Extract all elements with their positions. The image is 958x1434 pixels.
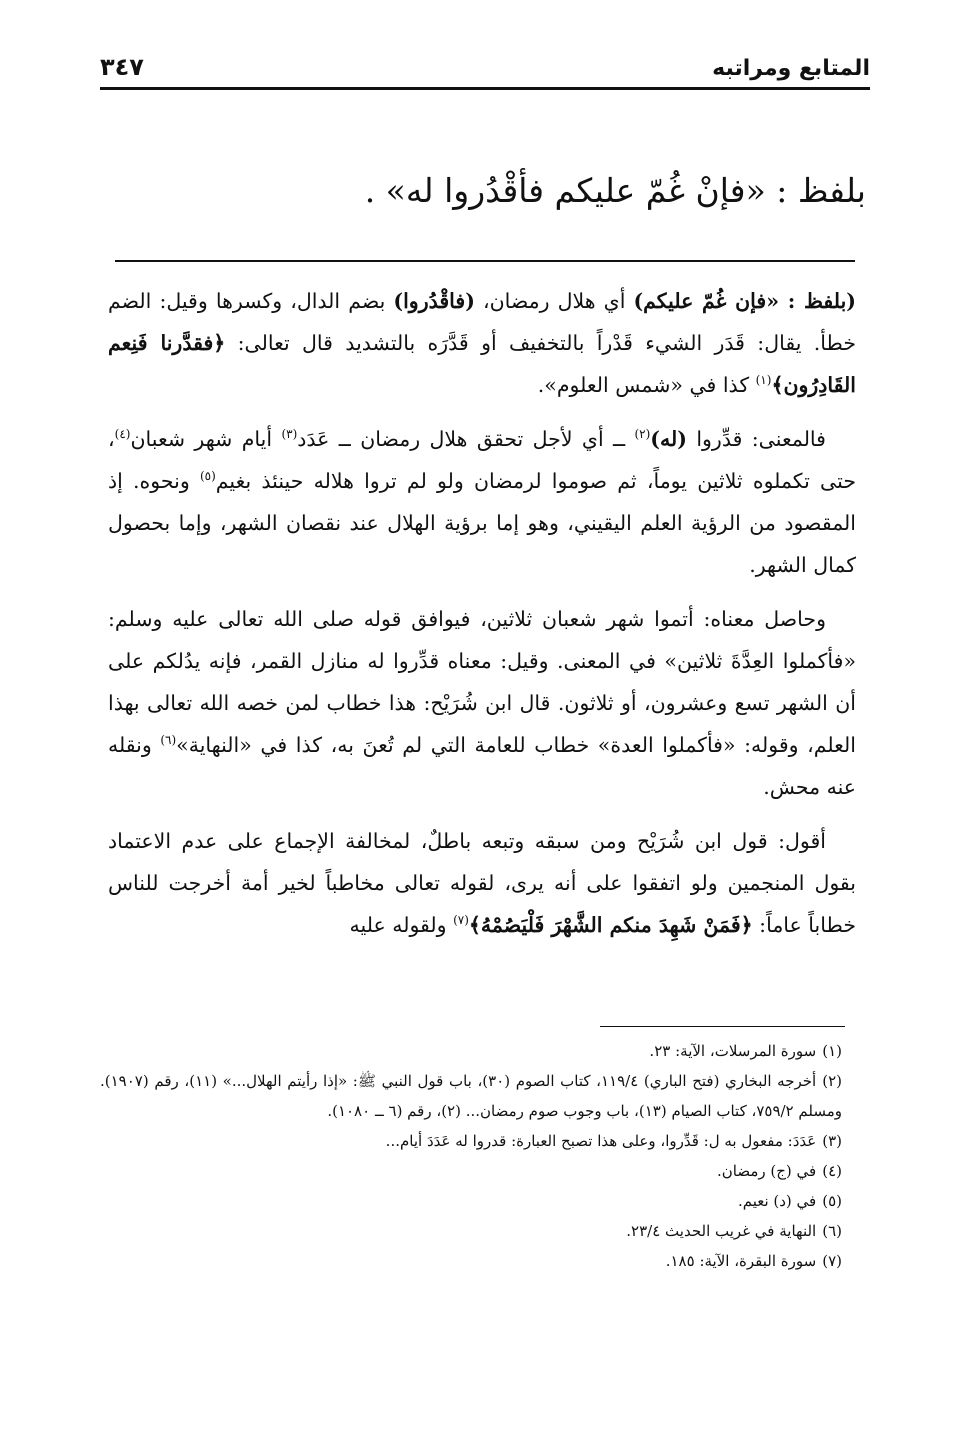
footnote — [100, 1036, 842, 1066]
footnote-text: سورة البقرة، الآية: ١٨٥. — [665, 1252, 817, 1270]
quran-citation: ﴿فقدَّرنا فَنِعم القَادِرُون﴾ — [108, 331, 856, 397]
footnote — [100, 1066, 842, 1126]
footnote-number: (٤) — [822, 1162, 842, 1180]
quran-citation: ﴿فَمَنْ شَهِدَ منكم الشَّهْرَ فَلْيَصُمْهُ﴾ — [468, 913, 753, 937]
commentary-text: ونحوه. إذ المقصود من الرؤية العلم اليقيني، وهو إما برؤية الهلال عند نقصان الشهر، وإما بحصول كمال الشهر. — [108, 469, 856, 577]
footnote-number: (١) — [822, 1042, 842, 1060]
commentary-text: وحاصل معناه: أتموا شهر شعبان ثلاثين، فيوافق قوله صلى الله تعالى عليه وسلم: «فأكملوا العِدَّةَ ثلاثين» في المعنى. وقيل: معناه قدِّروا له منازل القمر، فإنه يدُلكم على أن الشهر تسع وعشرون، أو ثلاثون. قال ابن شُرَيْح: هذا خطاب لمن خصه الله تعالى بهذا العلم، وقوله: «فأكملوا العدة» خطاب للعامة التي لم تُعنَ به، كذا في «النهاية» — [108, 607, 856, 757]
paragraph-1 — [108, 280, 856, 406]
footnote-ref: (٤) — [114, 427, 131, 442]
quoted-phrase: (بلفظ : «فإن غُمّ عليكم) — [633, 289, 856, 313]
commentary-text: فالمعنى: قدِّروا — [686, 427, 826, 451]
paragraph-2 — [108, 418, 856, 586]
commentary-text: ــ أي لأجل تحقق هلال رمضان ــ عَدَد — [297, 427, 635, 451]
footnote-number: (٣) — [822, 1132, 842, 1150]
footnote-ref: (٥) — [199, 469, 216, 484]
quoted-phrase: (فاقْدُروا) — [393, 289, 475, 313]
footnote — [100, 1126, 842, 1156]
footnote-number: (٧) — [822, 1252, 842, 1270]
paragraph-4 — [108, 820, 856, 946]
commentary-text: كذا في «شمس العلوم». — [537, 373, 756, 397]
footnote-ref: (٣) — [281, 427, 298, 442]
footnote-ref: (٧) — [453, 913, 469, 928]
commentary-text: ، حتى تكملوه ثلاثين يوماً، ثم صوموا لرمضان ولو لم تروا هلاله حينئذ بغيم — [108, 427, 856, 493]
footnote-text: عَدَدَ: مفعول به ل: قَدِّروا، وعلى هذا تصبح العبارة: قدروا له عَدَدَ أيام... — [385, 1132, 817, 1150]
commentary-text: بضم الدال، وكسرها وقيل: الضم خطأ. يقال: قَدَر الشيء قَدْراً بالتخفيف أو قَدَّرَه بالتشديد قال تعالى: — [108, 289, 857, 355]
footnotes — [100, 1036, 842, 1276]
footnote-ref: (١) — [755, 373, 772, 388]
running-title: المتابع ومراتبه — [712, 56, 870, 81]
commentary-text: أي هلال رمضان، — [474, 289, 634, 313]
commentary-body — [108, 280, 856, 958]
page-header — [100, 38, 870, 90]
matn-line: بلفظ : «فإنْ غُمّ عليكم فأقْدُروا له» . — [364, 171, 866, 210]
footnote — [100, 1216, 842, 1246]
commentary-text: ونقله عنه محش. — [108, 733, 856, 799]
quoted-phrase: (له) — [650, 427, 687, 451]
footnote-text: سورة المرسلات، الآية: ٢٣. — [649, 1042, 817, 1060]
matn-divider — [115, 260, 855, 262]
footnote — [100, 1246, 842, 1276]
footnote-text: في (د) نعيم. — [737, 1192, 817, 1210]
commentary-text: ولقوله عليه — [349, 913, 454, 937]
footnote-divider — [600, 1026, 845, 1027]
footnote-number: (٥) — [822, 1192, 842, 1210]
page-number: ٣٤٧ — [100, 53, 144, 81]
footnote-text: في (ج) رمضان. — [716, 1162, 817, 1180]
footnote-number: (٢) — [822, 1072, 842, 1090]
footnote — [100, 1156, 842, 1186]
footnote — [100, 1186, 842, 1216]
footnote-text: النهاية في غريب الحديث ٢٣/٤. — [626, 1222, 817, 1240]
footnote-number: (٦) — [822, 1222, 842, 1240]
footnote-ref: (٢) — [634, 427, 651, 442]
commentary-text: أقول: قول ابن شُرَيْح ومن سبقه وتبعه باطلٌ، لمخالفة الإجماع على عدم الاعتماد بقول المنجمين ولو اتفقوا على أنه يرى، لقوله تعالى مخاطباً لخير أمة أخرجت للناس خطاباً عاماً: — [108, 829, 856, 937]
commentary-text: أيام شهر شعبان — [130, 427, 282, 451]
footnote-ref: (٦) — [160, 733, 177, 748]
footnote-text: أخرجه البخاري (فتح الباري) ١١٩/٤، كتاب الصوم (٣٠)، باب قول النبي ﷺ: «إذا رأيتم الهلال...» (١١)، رقم (١٩٠٧). ومسلم ٧٥٩/٢، كتاب الصيام (١٣)، باب وجوب صوم رمضان... (٢)، رقم (٦ ــ ١٠٨٠). — [100, 1072, 842, 1120]
paragraph-3 — [108, 598, 856, 808]
